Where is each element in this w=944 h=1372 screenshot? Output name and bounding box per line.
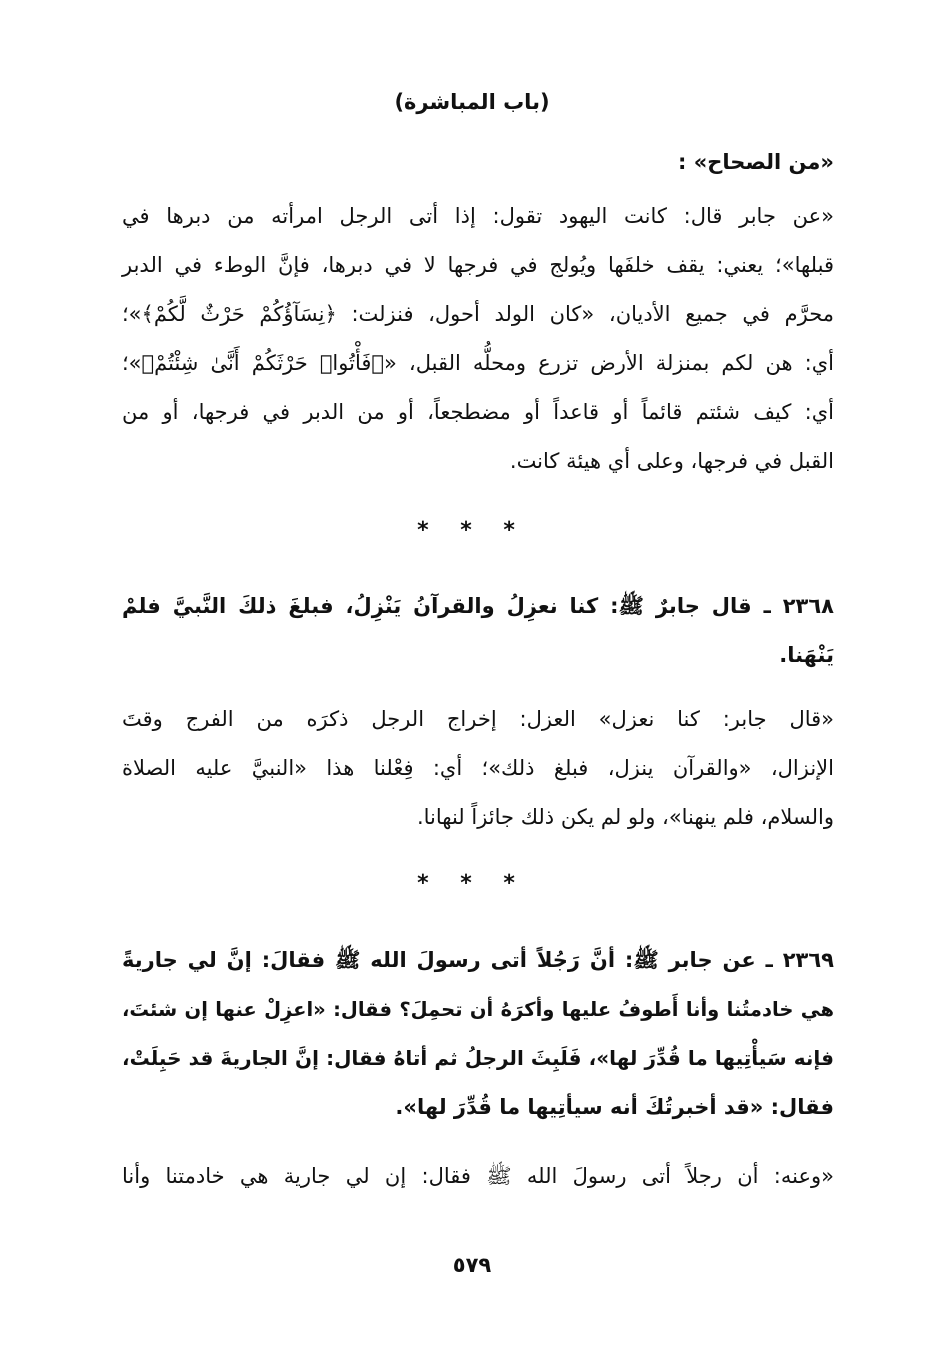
paragraph-commentary-1 [122,192,834,486]
hadith-line: هي خادمتُنا وأنا أَطوفُ عليها وأكرَهُ أن تحمِلَ؟ فقال: «اعزِلْ عنها إن شئتَ، [122,998,834,1021]
commentary-2369 [122,1152,834,1201]
commentary-line: «وعنه: أن رجلاً أتى رسولَ الله ﷺ فقال: إن لي جارية هي خادمتنا وأنا [122,1164,834,1188]
commentary-line: والسلام، فلم ينهنا»، ولو لم يكن ذلك جائزاً لنهانا. [416,805,834,829]
section-separator: * * * [417,871,527,896]
commentary-line: «قال جابر: كنا نعزل» العزل: إخراج الرجل ذكرَه من الفرج وقتَ [122,707,834,731]
paragraph-line: «عن جابر قال: كانت اليهود تقول: إذا أتى الرجل امرأته من دبرها في [122,204,834,228]
hadith-line: فإنه سَيأْتِيها ما قُدِّرَ لها»، فَلَبِثَ الرجلُ ثم أتاهُ فقال: إنَّ الجاريةَ قد حَبِلَتْ، [122,1046,834,1070]
hadith-line: يَنْهَنا. [779,643,834,667]
section-separator: * * * [417,518,527,543]
paragraph-line: أي: هن لكم بمنزلة الأرض تزرع ومحلُّه القبل، «﴿فَأْتُوا۟ حَرْثَكُمْ أَنَّىٰ شِئْتُمْ﴾»؛ [122,351,834,375]
hadith-line: فقال: «قد أخبرتُكَ أنه سيأتِيها ما قُدِّرَ لها». [395,1095,834,1119]
paragraph-line: محرَّم في جميع الأديان، «كان الولد أحول، فنزلت: ﴿نِسَآؤُكُمْ حَرْثٌ لَّكُمْ﴾»؛ [122,302,834,326]
paragraph-line: القبل في فرجها، وعلى أي هيئة كانت. [509,449,834,473]
page-number: ٥٧٩ [452,1253,492,1277]
commentary-line: الإنزال، «والقرآن ينزل، فبلغ ذلك»؛ أي: فِعْلنا هذا «النبيَّ عليه الصلاة [122,756,834,780]
chapter-title: (باب المباشرة) [394,90,550,114]
section-heading-sahih [122,138,834,187]
hadith-2369 [122,936,834,1132]
paragraph-line: أي: كيف شئتم قائماً أو قاعداً أو مضطجعاً، أو من الدبر في فرجها، أو من [122,400,834,424]
hadith-2368 [122,582,834,680]
paragraph-line: قبلها»؛ يعني: يقف خلفَها ويُولج في فرجها لا في دبرها، فإنَّ الوطء في الدبر [122,253,834,277]
hadith-line: ٢٣٦٨ ـ قال جابرٌ ﷺ: كنا نعزِلُ والقرآنُ يَنْزِلُ، فبلغَ ذلكَ النَّبيَّ فلمْ [122,594,834,618]
commentary-2368 [122,695,834,842]
hadith-line: ٢٣٦٩ ـ عن جابر ﷺ: أنَّ رَجُلاً أتى رسولَ الله ﷺ فقالَ: إنَّ لي جاريةً [122,948,834,972]
section-heading: «من الصحاح» : [678,150,834,174]
